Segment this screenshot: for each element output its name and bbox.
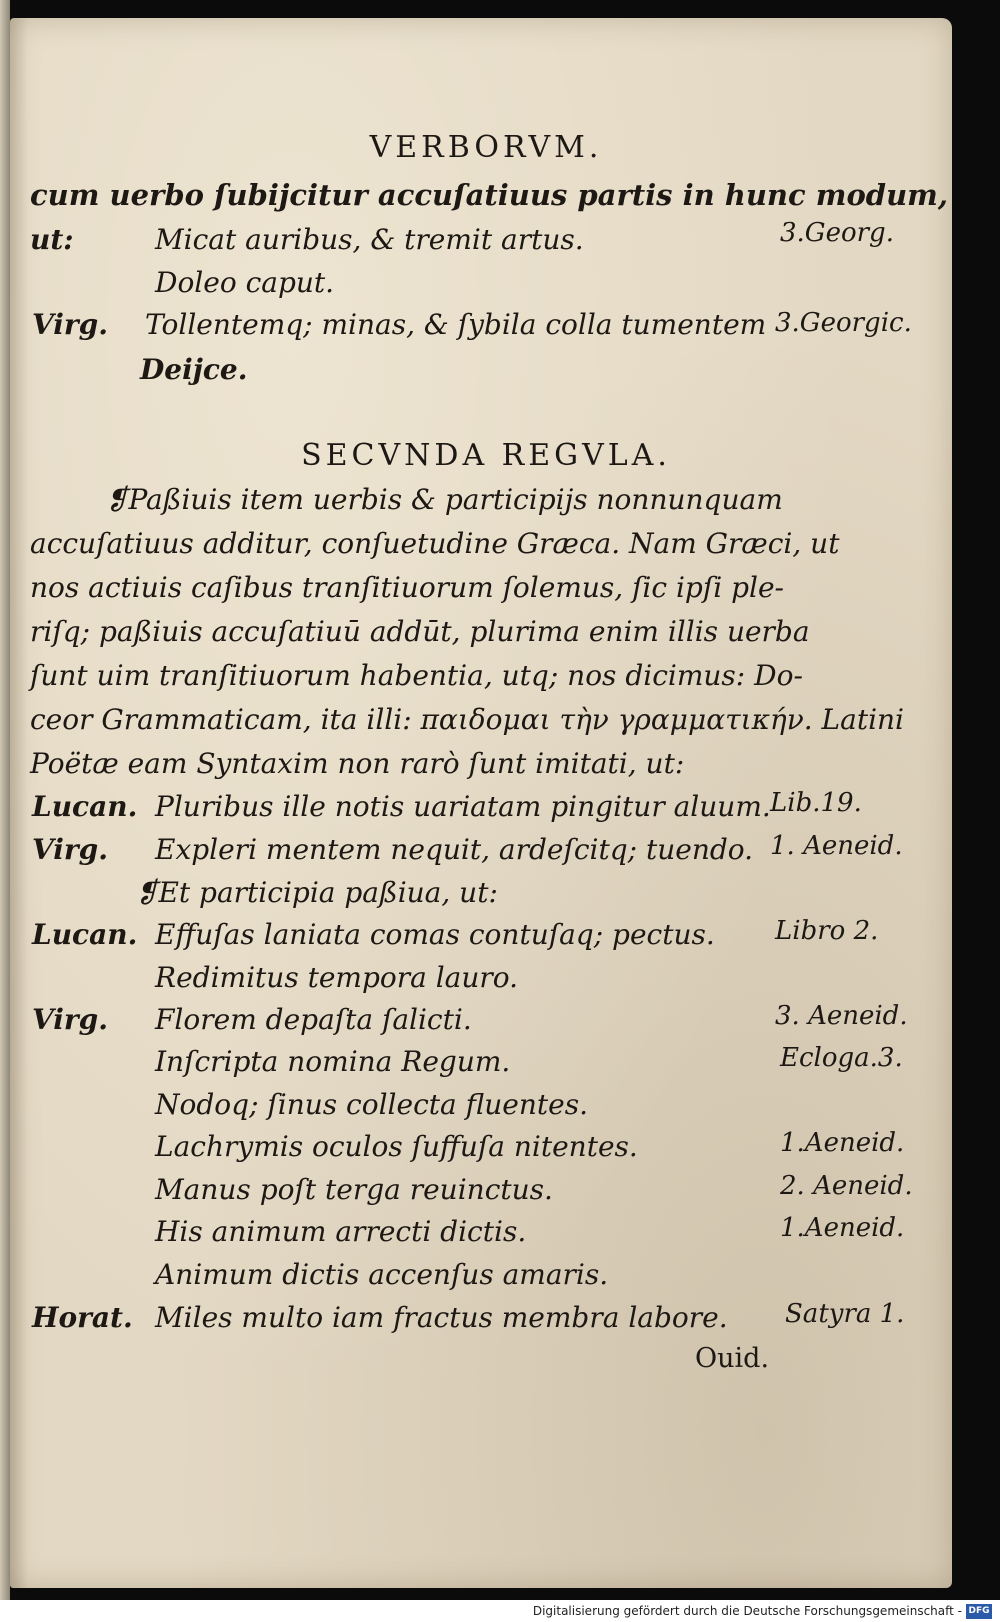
quote-line: Lachrymis oculos ſuffuſa nitentes.	[155, 1130, 638, 1163]
margin-author: Virg.	[32, 1003, 108, 1036]
quote-line: Micat auribus, & tremit artus.	[155, 223, 584, 256]
running-head: VERBORVM.	[369, 130, 603, 165]
quote-line: Tollentemq; minas, & ſybila colla tumentem	[145, 308, 767, 341]
funding-credit: Digitalisierung gefördert durch die Deutsche Forschungsgemeinschaft -	[532, 1604, 962, 1618]
catchword: Ouid.	[695, 1343, 770, 1374]
footer-bar	[0, 1600, 1000, 1622]
margin-reference: 1.Aeneid.	[780, 1128, 905, 1158]
paragraph-line: ❡Paßiuis item uerbis & participijs nonnunquam	[105, 483, 783, 516]
quote-line: Miles multo iam fractus membra labore.	[155, 1301, 728, 1334]
quote-line: Doleo caput.	[155, 266, 335, 299]
quote-line: Nodoq; ſinus collecta fluentes.	[155, 1088, 589, 1121]
quote-line: Redimitus tempora lauro.	[155, 961, 519, 994]
margin-author: Virg.	[32, 833, 108, 866]
quote-line: Florem depaſta ſalicti.	[155, 1003, 472, 1036]
quote-line: Inſcripta nomina Regum.	[155, 1045, 511, 1078]
paragraph-line: ſunt uim tranſitiuorum habentia, utq; nos dicimus: Do-	[30, 659, 803, 692]
margin-reference: Lib.19.	[770, 788, 862, 818]
dfg-logo: DFG	[966, 1604, 992, 1619]
margin-reference: Ecloga.3.	[780, 1043, 903, 1073]
quote-line: Manus poſt terga reuinctus.	[155, 1173, 553, 1206]
quote-line: Expleri mentem nequit, ardeſcitq; tuendo.	[155, 833, 754, 866]
paragraph-line: ceor Grammaticam, ita illi: παιδομαι τὴν γραμματικήν. Latini	[30, 703, 905, 736]
section-heading: SECVNDA REGVLA.	[301, 438, 671, 473]
paragraph-line: Poëtæ eam Syntaxim non rarò ſunt imitati, ut:	[30, 747, 685, 780]
margin-reference: 1.Aeneid.	[780, 1213, 905, 1243]
margin-reference: Libro 2.	[775, 916, 879, 946]
margin-reference: 3. Aeneid.	[775, 1001, 908, 1031]
paragraph-line: riſq; paßiuis accuſatiuū addūt, plurima enim illis uerba	[30, 615, 810, 648]
quote-line: Deijce.	[140, 353, 248, 386]
margin-author: Lucan.	[32, 918, 138, 951]
quote-line: Effuſas laniata comas contuſaq; pectus.	[155, 918, 715, 951]
margin-author: Lucan.	[32, 790, 138, 823]
margin-reference: Satyra 1.	[785, 1299, 905, 1329]
margin-reference: 3.Georg.	[780, 218, 894, 248]
quote-line: His animum arrecti dictis.	[155, 1215, 527, 1248]
quote-line: Animum dictis accenſus amaris.	[155, 1258, 609, 1291]
quote-line: ❡Et participia paßiua, ut:	[135, 876, 498, 909]
margin-reference: 3.Georgic.	[775, 308, 912, 338]
quote-line: Pluribus ille notis uariatam pingitur aluum.	[155, 790, 771, 823]
margin-reference: 1. Aeneid.	[770, 831, 903, 861]
margin-author: Horat.	[32, 1301, 133, 1334]
margin-reference: 2. Aeneid.	[780, 1171, 913, 1201]
text-line: ut:	[30, 223, 74, 256]
margin-author: Virg.	[32, 308, 108, 341]
paragraph-line: nos actiuis caſibus tranſitiuorum ſolemus, ſic ipſi ple-	[30, 571, 784, 604]
text-line: cum uerbo ſubijcitur accuſatiuus partis in hunc modum,	[30, 178, 948, 212]
paragraph-line: accuſatiuus additur, conſuetudine Græca. Nam Græci, ut	[30, 527, 840, 560]
book-page	[10, 18, 952, 1588]
scan-edge	[0, 0, 10, 1622]
